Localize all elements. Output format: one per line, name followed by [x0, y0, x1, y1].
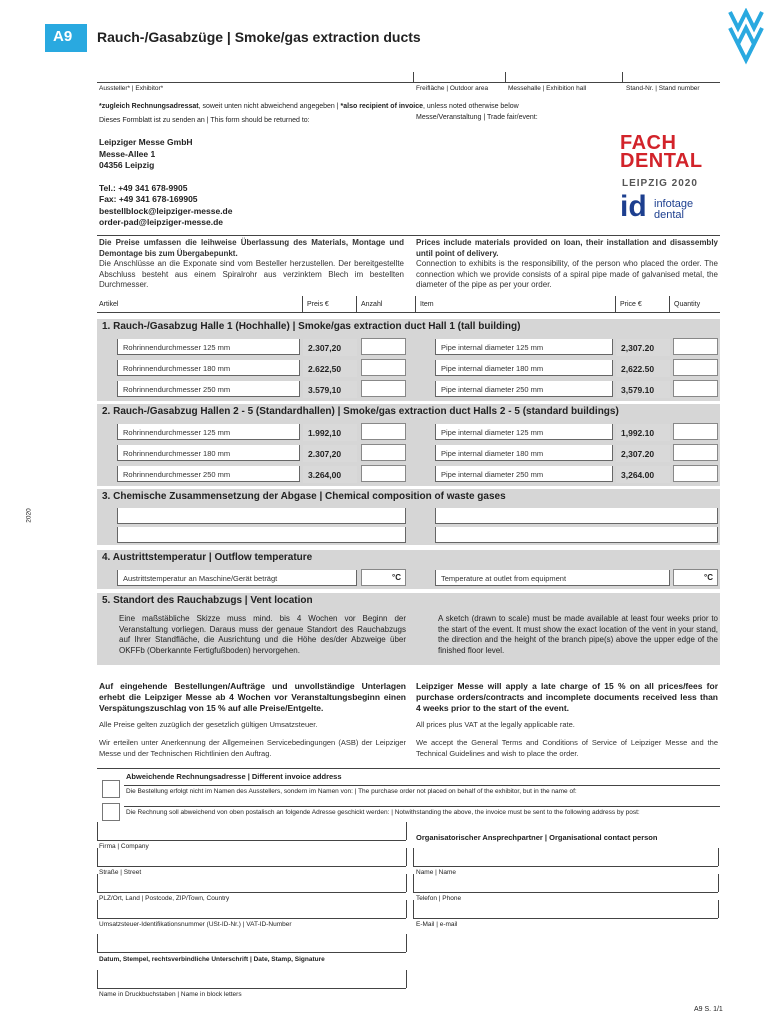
quantity-input[interactable]: [673, 338, 718, 355]
quantity-input[interactable]: [361, 338, 406, 355]
late-charge-de: Auf eingehende Bestellungen/Aufträge und unvollständige Unterlagen erhebt die Leipziger Messe ab 4 Wochen vor Veranstaltungsbeginn einen Verspätungszuschlag von 15 % auf alle Preise/Entgelte.: [99, 681, 406, 713]
column-price-en: Price €: [620, 301, 642, 308]
vat-note-de: Alle Preise gelten zuzüglich der gesetzlich gültigen Umsatzsteuer.: [99, 720, 318, 729]
leipziger-messe-logo-icon: [728, 8, 764, 66]
terms-accept-de: Wir erteilen unter Anerkennung der Allgemeinen Servicebedingungen (ASB) der Leipziger Messe und der Technischen Richtlinien den Auftrag.: [99, 738, 406, 758]
quantity-input[interactable]: [361, 444, 406, 461]
section-hall1-header: 1. Rauch-/Gasabzug Halle 1 (Hochhalle) | Smoke/gas extraction duct Hall 1 (tall building): [97, 319, 720, 335]
contact-person-title: Organisatorischer Ansprechpartner | Organisational contact person: [416, 833, 658, 842]
outflow-temp-input-en[interactable]: °C: [673, 569, 718, 586]
side-year: 2020: [25, 508, 33, 523]
waste-gases-input[interactable]: [117, 527, 406, 543]
email-field[interactable]: E-Mail | e-mail: [416, 921, 458, 928]
block-letters-field[interactable]: Name in Druckbuchstaben | Name in block letters: [99, 991, 242, 998]
invoice-recipient-notice: *zugleich Rechnungsadressat, soweit unten nicht abweichend angegeben | *also recipient of invoice, unless noted otherwise below: [99, 103, 519, 110]
trade-fair-label: Messe/Veranstaltung | Trade fair/event:: [416, 114, 538, 121]
price-cell: 2.307,20: [303, 445, 357, 462]
price-cell: 3,264.00: [616, 466, 670, 483]
quantity-input[interactable]: [673, 380, 718, 397]
vent-location-de: Eine maßstäbliche Skizze muss mind. bis 4 Wochen vor Beginn der Veranstaltung vorliegen. Daraus muss der genaue Standort des Rauchabzugs auf Ihrer Standfläche, die Ausrichtung und die Höhe des/der Abzweige über OKFFb (Oberkannte Fertigfußboden) hervorgehen.: [119, 614, 406, 655]
waste-gases-input[interactable]: [435, 527, 718, 543]
exhibition-hall-field[interactable]: Messehalle | Exhibition hall: [508, 85, 587, 92]
quantity-input[interactable]: [673, 423, 718, 440]
vent-location-en: A sketch (drawn to scale) must be made available at least four weeks prior to the start of the event. It must show the exact location of the vent in your stand, the direction and the height of the branch pipe(s) above the upper edge of the finished floor level.: [438, 614, 718, 655]
price-cell: 2,307.20: [616, 339, 670, 356]
stand-number-field[interactable]: Stand-Nr. | Stand number: [626, 85, 700, 92]
table-row: Rohrinnendurchmesser 250 mm: [117, 381, 300, 397]
quantity-input[interactable]: [361, 359, 406, 376]
column-qty-de: Anzahl: [361, 301, 383, 308]
phone-field[interactable]: Telefon | Phone: [416, 895, 462, 902]
intro-en: Prices include materials provided on loan, their installation and disassembly until point of delivery. Connection to exhibits is the responsibility, of the person who placed the order. The connection which we provide consists of a spiral pipe made of galvanised metal, the diameter of the pipe as per your order.: [416, 238, 718, 289]
column-price-de: Preis €: [307, 301, 329, 308]
name-field[interactable]: Name | Name: [416, 869, 456, 876]
page-number: A9 S. 1/1: [694, 1006, 723, 1013]
page-title: Rauch-/Gasabzüge | Smoke/gas extraction ducts: [97, 29, 421, 45]
terms-accept-en: We accept the General Terms and Conditions of Service of Leipziger Messe and the Technical Guidelines and wish to place the order.: [416, 738, 718, 758]
invoice-option-checkbox[interactable]: [102, 780, 120, 798]
invoice-option-label: Die Rechnung soll abweichend von oben postalisch an folgende Adresse geschickt werden: | Notwithstanding the above, the invoice must be sent to the following address by post:: [126, 809, 640, 816]
return-address-label: Dieses Formblatt ist zu senden an | This form should be returned to:: [99, 117, 310, 124]
price-cell: 1.992,10: [303, 424, 357, 441]
table-row: Pipe internal diameter 180 mm: [435, 360, 613, 376]
price-cell: 2.622,50: [303, 360, 357, 377]
vat-id-field[interactable]: Umsatzsteuer-Identifikationsnummer (USt-ID-Nr.) | VAT-ID-Number: [99, 921, 292, 928]
waste-gases-input[interactable]: [435, 508, 718, 524]
intro-de: Die Preise umfassen die leihweise Überlassung des Materials, Montage und Demontage bis zum Übergabepunkt. Die Anschlüsse an die Exponate sind vom Besteller herzustellen. Der bereitgestellte Abschluss besteht aus einem Spiralrohr aus verzinktem Blech im bestellten Durchmesser.: [99, 238, 404, 289]
late-charge-en: Leipziger Messe will apply a late charge of 15 % on all prices/fees for purchase orders/contracts and incomplete documents received less than 4 weeks prior to the start of the event.: [416, 681, 718, 713]
price-cell: 2,622.50: [616, 360, 670, 377]
column-article: Artikel: [99, 301, 119, 308]
column-qty-en: Quantity: [674, 301, 701, 308]
outdoor-area-field[interactable]: Freifläche | Outdoor area: [416, 85, 489, 92]
outflow-temp-de: Austrittstemperatur an Maschine/Gerät beträgt: [117, 570, 357, 586]
column-item: Item: [420, 301, 434, 308]
table-row: Pipe internal diameter 125 mm: [435, 339, 613, 355]
quantity-input[interactable]: [361, 380, 406, 397]
waste-gases-input[interactable]: [117, 508, 406, 524]
outflow-temp-en: Temperature at outlet from equipment: [435, 570, 670, 586]
table-row: Rohrinnendurchmesser 250 mm: [117, 466, 300, 482]
price-cell: 3,579.10: [616, 381, 670, 398]
table-row: Pipe internal diameter 250 mm: [435, 381, 613, 397]
fachdental-year: LEIPZIG 2020: [622, 178, 698, 189]
price-cell: 3.579,10: [303, 381, 357, 398]
infotage-logo: infotage dental: [654, 198, 694, 221]
company-field[interactable]: Firma | Company: [99, 843, 149, 850]
quantity-input[interactable]: [361, 423, 406, 440]
quantity-input[interactable]: [673, 359, 718, 376]
vat-note-en: All prices plus VAT at the legally applicable rate.: [416, 720, 575, 729]
table-row: Rohrinnendurchmesser 180 mm: [117, 445, 300, 461]
table-row: Rohrinnendurchmesser 125 mm: [117, 424, 300, 440]
section-waste-gases-header: 3. Chemische Zusammensetzung der Abgase | Chemical composition of waste gases: [97, 489, 720, 505]
quantity-input[interactable]: [361, 465, 406, 482]
table-row: Rohrinnendurchmesser 180 mm: [117, 360, 300, 376]
section-vent-location-header: 5. Standort des Rauchabzugs | Vent location: [97, 593, 720, 609]
section-halls2-5-header: 2. Rauch-/Gasabzug Hallen 2 - 5 (Standardhallen) | Smoke/gas extraction duct Halls 2 - 5 (standard buildings): [97, 404, 720, 420]
fachdental-logo: FACH DENTAL: [620, 132, 703, 172]
price-cell: 2.307,20: [303, 339, 357, 356]
table-row: Pipe internal diameter 180 mm: [435, 445, 613, 461]
table-row: Pipe internal diameter 250 mm: [435, 466, 613, 482]
invoice-address-title: Abweichende Rechnungsadresse | Different invoice address: [126, 772, 342, 781]
quantity-input[interactable]: [673, 444, 718, 461]
city-country-field[interactable]: PLZ/Ort, Land | Postcode, ZIP/Town, Country: [99, 895, 230, 902]
street-field[interactable]: Straße | Street: [99, 869, 142, 876]
price-cell: 3.264,00: [303, 466, 357, 483]
exhibitor-field[interactable]: Aussteller* | Exhibitor*: [99, 85, 164, 92]
table-row: Rohrinnendurchmesser 125 mm: [117, 339, 300, 355]
infotage-id-logo: id: [620, 190, 647, 223]
price-cell: 2,307.20: [616, 445, 670, 462]
price-cell: 1,992.10: [616, 424, 670, 441]
quantity-input[interactable]: [673, 465, 718, 482]
invoice-option-checkbox[interactable]: [102, 803, 120, 821]
return-address: Leipziger Messe GmbH Messe-Allee 1 04356 Leipzig Tel.: +49 341 678-9905 Fax: +49 341 678-169905 bestellblock@leipziger-messe.de order-pad@leipziger-messe.de: [99, 137, 233, 227]
signature-field[interactable]: Datum, Stempel, rechtsverbindliche Unterschrift | Date, Stamp, Signature: [99, 956, 325, 963]
section-outflow-temp-header: 4. Austrittstemperatur | Outflow temperature: [97, 550, 720, 566]
table-row: Pipe internal diameter 125 mm: [435, 424, 613, 440]
invoice-option-label: Die Bestellung erfolgt nicht im Namen des Ausstellers, sondern im Namen von: | The purchase order not placed on behalf of the exhibitor, but in the name of:: [126, 788, 577, 795]
outflow-temp-input-de[interactable]: °C: [361, 569, 406, 586]
form-code-badge: A9: [45, 24, 87, 52]
